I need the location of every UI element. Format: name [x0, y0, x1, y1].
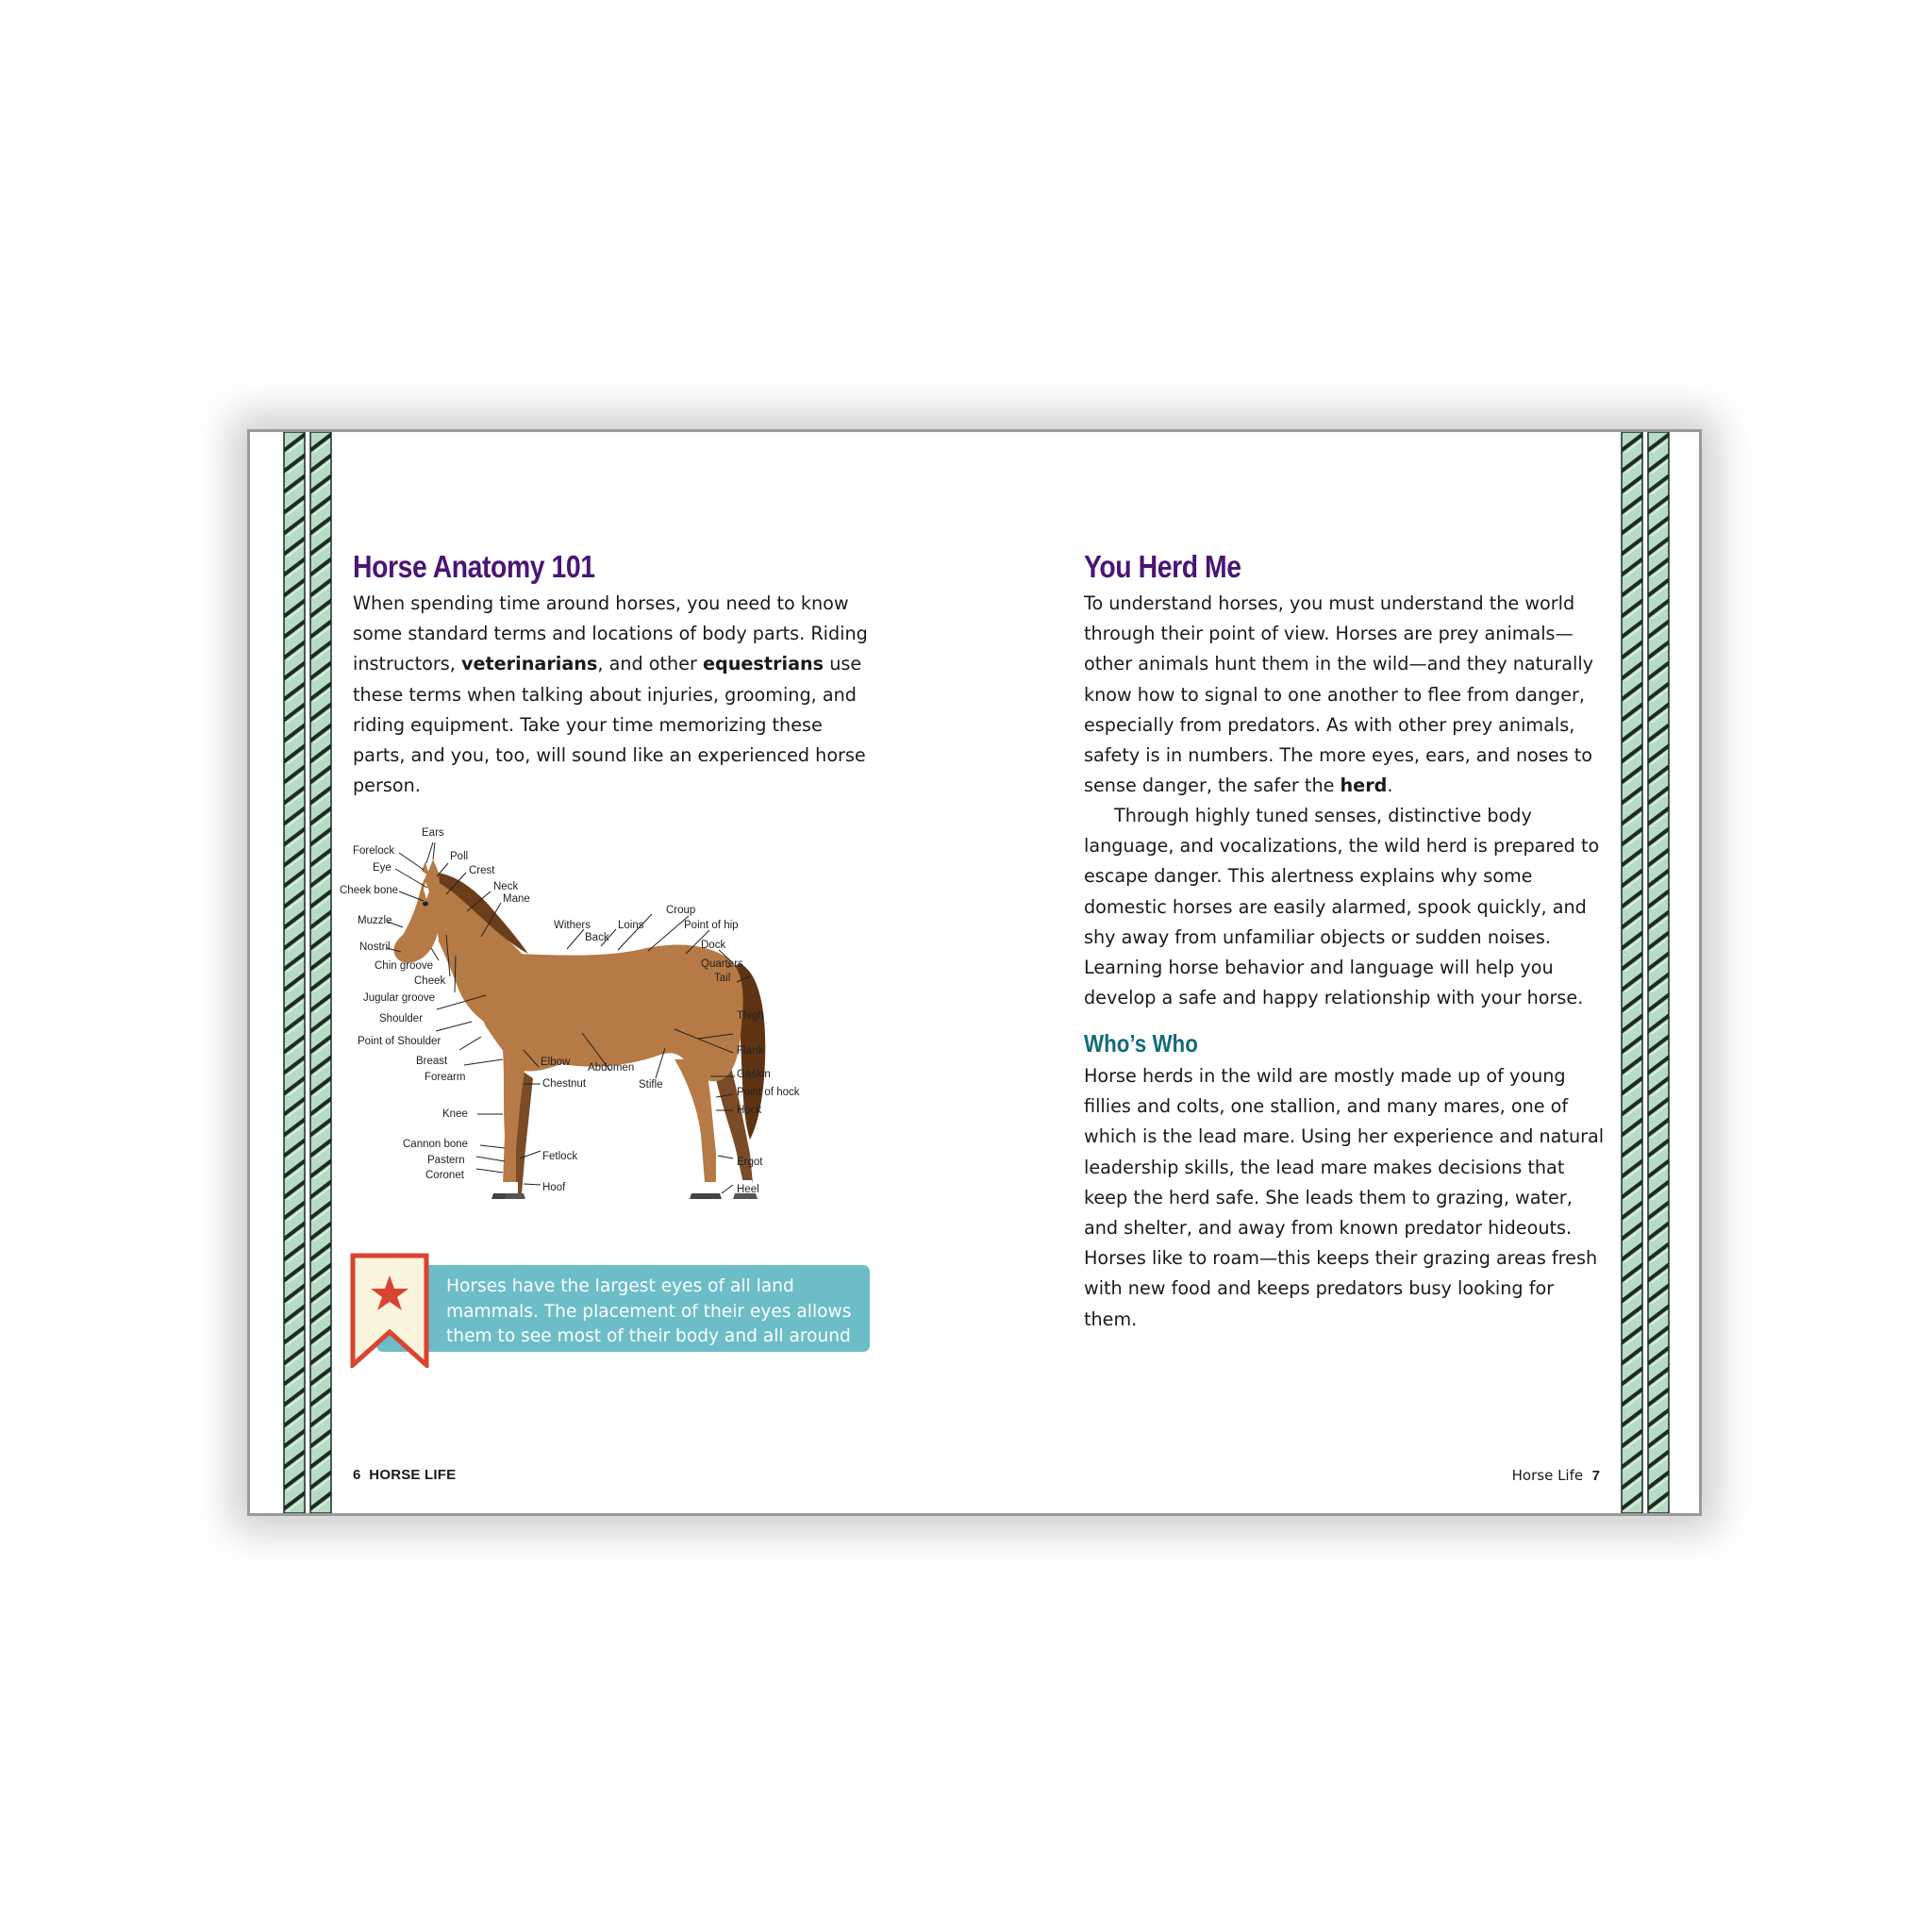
- term-herd: herd: [1340, 774, 1388, 797]
- label-forelock: Forelock: [353, 845, 395, 857]
- book-spread: [247, 429, 1702, 1516]
- para1-end: .: [1387, 774, 1393, 797]
- label-withers: Withers: [554, 920, 591, 931]
- label-fetlock: Fetlock: [542, 1151, 578, 1162]
- label-hoof: Hoof: [542, 1182, 566, 1193]
- horse-anatomy-diagram: [335, 824, 882, 1231]
- intro-text-part1: When spending time around horses, you need to know some standard terms and locations of body parts. Riding instructors,: [353, 592, 868, 675]
- label-hock: Hock: [737, 1105, 762, 1116]
- running-head-left: HORSE LIFE: [369, 1467, 457, 1483]
- label-crest: Crest: [469, 865, 495, 876]
- label-cannon-bone: Cannon bone: [403, 1139, 469, 1150]
- label-nostril: Nostril: [359, 941, 391, 953]
- label-quarters: Quarters: [701, 958, 743, 970]
- label-thigh: Thigh: [737, 1010, 764, 1022]
- anatomy-intro-paragraph: [353, 589, 872, 801]
- term-veterinarians: veterinarians: [460, 653, 598, 675]
- label-ears: Ears: [422, 827, 444, 839]
- label-elbow: Elbow: [541, 1057, 571, 1068]
- label-croup: Croup: [666, 905, 696, 916]
- label-cheek: Cheek: [414, 975, 446, 987]
- running-head-right: Horse Life: [1511, 1467, 1584, 1484]
- intro-text-part3: use these terms when talking about injuries, grooming, and riding equipment. Take your time memorizing these parts, and you, too, will sound like an experienced horse person.: [353, 653, 866, 797]
- label-chin-groove: Chin groove: [375, 960, 434, 972]
- label-coronet: Coronet: [425, 1170, 464, 1181]
- label-knee: Knee: [442, 1108, 468, 1120]
- whos-who-paragraph: Horse herds in the wild are mostly made up of young fillies and colts, one stallion, and many mares, one of which is the lead mare. Using her experience and natural leadership skills, the lead mare makes decisions that keep the herd safe. She leads them to grazing, water, and shelter, and away from known predator hideouts. Horses like to roam—this keeps their grazing areas fresh with new food and keeps predators busy looking for them.: [1084, 1065, 1605, 1330]
- label-pastern: Pastern: [427, 1155, 465, 1166]
- label-heel: Heel: [737, 1184, 759, 1195]
- label-point-of-shoulder: Point of Shoulder: [358, 1036, 441, 1047]
- label-point-of-hip: Point of hip: [684, 920, 739, 931]
- herd-paragraph-2: Through highly tuned senses, distinctive body language, and vocalizations, the wild herd is prepared to escape danger. This alertness explains why some domestic horses are easily alarmed, spook quickly, and shy away from unfamiliar objects or sudden noises. Learning horse behavior and language will help you develop a safe and happy relationship with your horse.: [1084, 805, 1600, 1009]
- label-mane: Mane: [503, 893, 530, 905]
- footer-right: [1512, 1467, 1600, 1484]
- para1-text: To understand horses, you must understand the world through their point of view. Horses are prey animals—other animals hunt them in the wild—and they naturally know how to signal to one another to flee from danger, especially from predators. As with other prey animals, safety is in numbers. The more eyes, ears, and noses to sense danger, the safer the: [1084, 592, 1594, 797]
- page-number-left: 6: [353, 1467, 361, 1483]
- label-gaskin: Gaskin: [737, 1069, 771, 1080]
- left-page: [250, 432, 977, 1513]
- label-point-of-hock: Point of hock: [737, 1087, 800, 1098]
- label-cheek-bone: Cheek bone: [340, 885, 399, 896]
- page-title-you-herd-me: You Herd Me: [1084, 549, 1241, 584]
- intro-text-part2: , and other: [597, 653, 704, 675]
- label-jugular-groove: Jugular groove: [363, 992, 436, 1004]
- right-page: [977, 432, 1705, 1513]
- label-back: Back: [585, 932, 609, 943]
- footer-left: [353, 1467, 456, 1483]
- label-stifle: Stifle: [639, 1079, 663, 1091]
- label-dock: Dock: [701, 940, 726, 951]
- fact-text: Horses have the largest eyes of all land mammals. The placement of their eyes allows them to see most of their body and all around them.: [446, 1276, 852, 1372]
- label-chestnut: Chestnut: [542, 1078, 587, 1090]
- label-poll: Poll: [450, 851, 469, 862]
- label-eye: Eye: [373, 862, 391, 874]
- subtitle-whos-who: Who’s Who: [1084, 1029, 1198, 1058]
- label-flank: Flank: [737, 1045, 764, 1057]
- label-shoulder: Shoulder: [379, 1013, 424, 1024]
- label-tail: Tail: [714, 973, 731, 984]
- label-muzzle: Muzzle: [358, 915, 392, 926]
- label-breast: Breast: [416, 1056, 448, 1067]
- term-equestrians: equestrians: [703, 653, 824, 675]
- label-forearm: Forearm: [425, 1072, 466, 1083]
- page-number-right: 7: [1591, 1468, 1600, 1484]
- bookmark-star-icon: [350, 1253, 429, 1368]
- label-neck: Neck: [493, 881, 519, 892]
- herd-paragraph-1: [1084, 589, 1605, 801]
- label-loins: Loins: [618, 920, 644, 931]
- label-abdomen: Abdomen: [588, 1062, 635, 1074]
- label-ergot: Ergot: [737, 1157, 763, 1168]
- page-title-horse-anatomy: Horse Anatomy 101: [353, 549, 595, 584]
